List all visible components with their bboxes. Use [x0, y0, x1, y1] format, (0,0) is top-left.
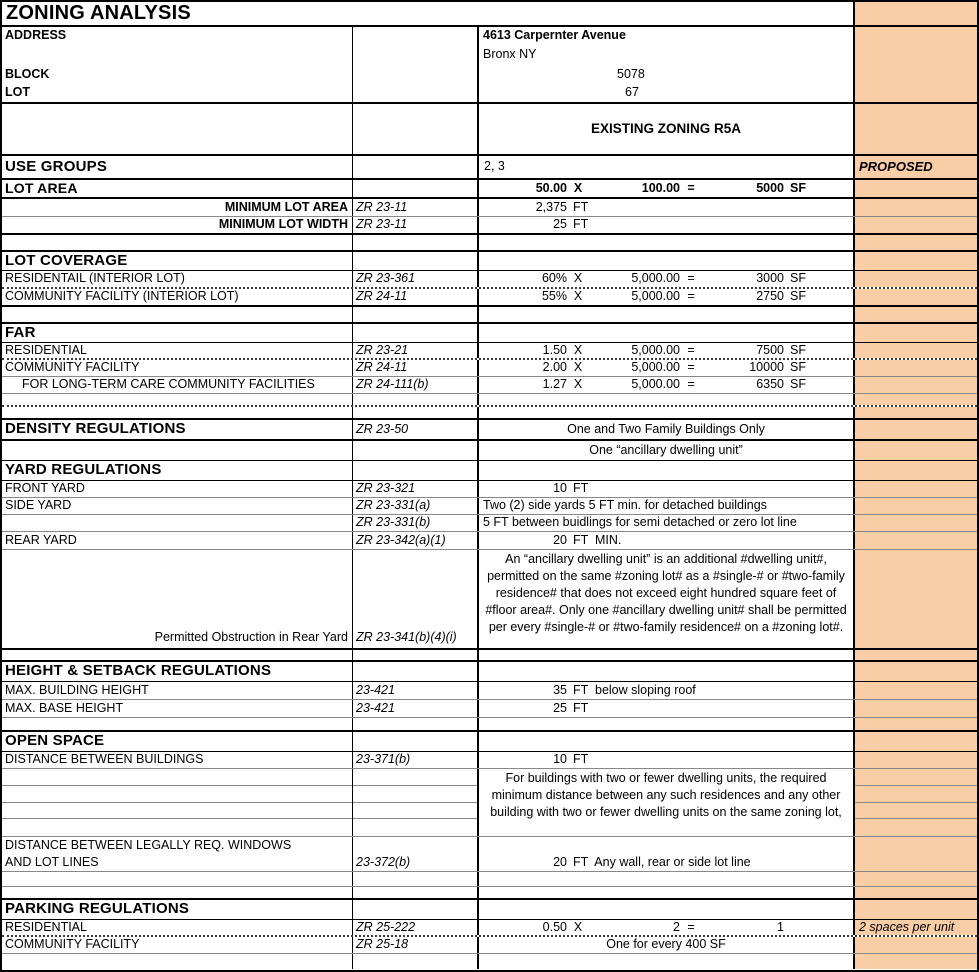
- block-label: BLOCK: [5, 66, 50, 81]
- minimum-lot-area-row: [2, 199, 977, 217]
- proposed-column-cell: [853, 104, 977, 154]
- zr-code: ZR 24-11: [352, 289, 477, 305]
- density-regulations-row: [2, 420, 977, 441]
- parking-community-text: One for every 400 SF: [477, 937, 853, 953]
- existing-zoning-value: EXISTING ZONING R5A: [477, 104, 853, 154]
- row-label: MAX. BASE HEIGHT: [5, 700, 124, 715]
- minimum-lot-width-label: MINIMUM LOT WIDTH: [218, 217, 348, 232]
- zr-code: ZR 23-50: [352, 420, 477, 439]
- zr-code: 23-421: [352, 700, 477, 717]
- yard-regulations-header-row: [2, 461, 977, 481]
- side-yard-text-b: 5 FT between buidlings for semi detached or zero lot line: [477, 515, 853, 531]
- spacer-row: [2, 650, 977, 662]
- zr-code: ZR 23-321: [352, 481, 477, 497]
- zr-code: ZR 23-361: [352, 271, 477, 287]
- spacer-row: [2, 394, 977, 407]
- density-ancillary-row: [2, 441, 977, 461]
- row-label: RESIDENTIAL: [5, 343, 87, 357]
- rear-obstruction-row: [2, 550, 977, 650]
- calculation: 2.00 X 5,000.00 = 10000 SF: [477, 360, 853, 376]
- proposed-column-cell: [853, 700, 977, 717]
- zr-code: ZR 23-342(a)(1): [352, 532, 477, 549]
- proposed-column-cell: [853, 441, 977, 460]
- open-space-header: OPEN SPACE: [5, 732, 105, 750]
- use-groups-value: 2, 3: [477, 156, 853, 178]
- zr-code: ZR 24-11: [352, 360, 477, 376]
- max-building-height-row: [2, 682, 977, 700]
- use-groups-label: USE GROUPS: [5, 157, 108, 175]
- proposed-column-cell: [853, 752, 977, 768]
- proposed-column-cell: [853, 550, 977, 648]
- row-label: DISTANCE BETWEEN BUILDINGS: [5, 752, 204, 767]
- row-label: RESIDENTAIL (INTERIOR LOT): [5, 271, 185, 286]
- proposed-column-cell: [853, 394, 977, 405]
- yard-header: YARD REGULATIONS: [5, 461, 162, 479]
- proposed-column-cell: [853, 289, 977, 305]
- lot-coverage-header: LOT COVERAGE: [5, 252, 128, 269]
- proposed-column-cell: [853, 271, 977, 287]
- page-title: ZONING ANALYSIS: [6, 2, 191, 24]
- open-space-note-row: [2, 769, 977, 837]
- rear-obstruction-note: An “ancillary dwelling unit” is an additional #dwelling unit#, permitted on the same #zoning lot# as a #single-# or #two-family residence# that does not exceed eight hundred square feet of #floor area#. Only one #ancillary dwelling unit# shall be permitted per every #single-# or #two-family residence# on a #zoning lot#.: [477, 550, 853, 648]
- blank-cell: [352, 27, 477, 102]
- far-header: FAR: [5, 324, 36, 341]
- row-label: MAX. BUILDING HEIGHT: [5, 682, 149, 697]
- parking-residential-proposed: 2 spaces per unit: [853, 920, 977, 935]
- lot-label: LOT: [5, 85, 30, 100]
- rear-obstruction-label: Permitted Obstruction in Rear Yard: [154, 630, 348, 645]
- proposed-column-cell: [853, 682, 977, 699]
- zr-code: 23-371(b): [352, 752, 477, 768]
- proposed-column-cell: [853, 377, 977, 393]
- proposed-column-cell: [853, 324, 977, 342]
- proposed-column-cell: [853, 217, 977, 233]
- address-value-line1: 4613 Carpernter Avenue: [483, 28, 626, 43]
- proposed-column-cell: [853, 872, 977, 886]
- lot-coverage-residential-row: [2, 271, 977, 289]
- lot-area-label: LOT AREA: [5, 180, 78, 196]
- spacer-row: [2, 235, 977, 252]
- proposed-column-cell: [853, 718, 977, 730]
- distance-between-buildings-row: [2, 752, 977, 769]
- far-header-row: [2, 324, 977, 343]
- title-row: [2, 2, 977, 27]
- proposed-column-cell: [853, 650, 977, 660]
- spacer-row: [2, 954, 977, 969]
- side-yard-row-b: [2, 515, 977, 532]
- minimum-lot-width-value: 25 FT: [477, 217, 853, 233]
- side-yard-text-a: Two (2) side yards 5 FT min. for detached buildings: [477, 498, 853, 514]
- spacer-row: [2, 887, 977, 900]
- proposed-column-cell: [853, 854, 977, 871]
- spacer-row: [2, 872, 977, 887]
- proposed-column-cell: [853, 481, 977, 497]
- proposed-column-cell: [853, 900, 977, 919]
- max-building-height-value: 35 FT below sloping roof: [477, 682, 853, 699]
- max-base-height-row: [2, 700, 977, 718]
- parking-community-row: [2, 937, 977, 954]
- row-label: RESIDENTIAL: [5, 920, 87, 934]
- calculation: 0.50 X 2 = 1: [477, 920, 853, 935]
- density-note2: One “ancillary dwelling unit”: [477, 441, 853, 460]
- density-note1: One and Two Family Buildings Only: [477, 420, 853, 439]
- distance-windows-value: 20 FT Any wall, rear or side lot line: [477, 854, 853, 871]
- proposed-column-cell: [853, 954, 977, 969]
- proposed-column-cell: [853, 180, 977, 197]
- zr-code: 23-421: [352, 682, 477, 699]
- open-space-note: For buildings with two or fewer dwelling units, the required minimum distance between any such residences and any other building with two or fewer dwelling units on the same zoning lot,: [477, 769, 853, 836]
- calculation: 60% X 5,000.00 = 3000 SF: [477, 271, 853, 287]
- row-label: FRONT YARD: [5, 481, 85, 496]
- zr-code: ZR 23-21: [352, 343, 477, 358]
- far-residential-row: [2, 343, 977, 360]
- parking-regulations-header-row: [2, 900, 977, 920]
- proposed-column-cell: [853, 532, 977, 549]
- minimum-lot-area-value: 2,375 FT: [477, 199, 853, 216]
- address-value-line2: Bronx NY: [483, 47, 537, 62]
- row-label-line2: AND LOT LINES: [5, 854, 99, 869]
- height-setback-header-row: [2, 662, 977, 682]
- proposed-column-cell: [853, 407, 977, 418]
- minimum-lot-width-row: [2, 217, 977, 235]
- proposed-column-cell: [853, 360, 977, 376]
- lot-coverage-header-row: [2, 252, 977, 271]
- parking-header: PARKING REGULATIONS: [5, 900, 190, 918]
- distance-windows-row-1: [2, 837, 977, 854]
- zr-code: ZR 23-331(b): [352, 515, 477, 531]
- proposed-header: PROPOSED: [853, 156, 977, 178]
- calculation: 1.27 X 5,000.00 = 6350 SF: [477, 377, 853, 393]
- block-value: 5078: [617, 66, 645, 81]
- proposed-column-cell: [853, 307, 977, 322]
- use-groups-row: [2, 156, 977, 180]
- height-setback-header: HEIGHT & SETBACK REGULATIONS: [5, 662, 272, 680]
- proposed-column-cell: [853, 252, 977, 270]
- proposed-column-cell: [853, 420, 977, 439]
- zr-code: 23-372(b): [352, 854, 477, 871]
- zr-code: ZR 25-222: [352, 920, 477, 935]
- proposed-column-cell: [853, 887, 977, 898]
- front-yard-row: [2, 481, 977, 498]
- spacer-row: [2, 307, 977, 324]
- rear-yard-row: [2, 532, 977, 550]
- side-yard-row-a: [2, 498, 977, 515]
- zr-code: ZR 25-18: [352, 937, 477, 953]
- zr-code: ZR 23-341(b)(4)(i): [352, 550, 477, 648]
- minimum-lot-area-label: MINIMUM LOT AREA: [224, 199, 348, 214]
- proposed-column-cell: [853, 662, 977, 681]
- proposed-column-cell: [853, 732, 977, 751]
- row-label: COMMUNITY FACILITY: [5, 360, 140, 375]
- max-base-height-value: 25 FT: [477, 700, 853, 717]
- proposed-column-cell: [853, 937, 977, 953]
- far-community-row: [2, 360, 977, 377]
- zr-code: ZR 23-331(a): [352, 498, 477, 514]
- row-label: COMMUNITY FACILITY (INTERIOR LOT): [5, 289, 239, 304]
- calculation: 1.50 X 5,000.00 = 7500 SF: [477, 343, 853, 358]
- proposed-column-cell: [853, 461, 977, 480]
- row-label-line1: DISTANCE BETWEEN LEGALLY REQ. WINDOWS: [5, 837, 292, 852]
- proposed-column-cell: [853, 498, 977, 514]
- lot-area-row: [2, 180, 977, 199]
- zr-code: ZR 23-11: [352, 199, 477, 216]
- lot-value: 67: [625, 85, 639, 100]
- open-space-header-row: [2, 732, 977, 752]
- existing-zoning-row: [2, 104, 977, 156]
- spacer-row: [2, 407, 977, 420]
- proposed-column-cell: [853, 837, 977, 854]
- lot-area-calculation: 50.00 X 100.00 = 5000 SF: [477, 180, 853, 197]
- address-label: ADDRESS: [5, 28, 67, 43]
- front-yard-value: 10 FT: [477, 481, 853, 497]
- distance-between-buildings-value: 10 FT: [477, 752, 853, 768]
- proposed-column-cell: [853, 235, 977, 250]
- calculation: 55% X 5,000.00 = 2750 SF: [477, 289, 853, 305]
- site-info-row: [2, 27, 977, 104]
- row-label: COMMUNITY FACILITY: [5, 937, 140, 952]
- proposed-column-cell: [853, 27, 977, 102]
- distance-windows-row-2: [2, 854, 977, 872]
- proposed-column-cell: [853, 2, 977, 25]
- row-label: FOR LONG-TERM CARE COMMUNITY FACILITIES: [22, 377, 315, 392]
- proposed-column-cell: [853, 343, 977, 358]
- proposed-column-cell: [853, 515, 977, 531]
- zr-code: ZR 24-111(b): [352, 377, 477, 393]
- row-label: REAR YARD: [5, 532, 77, 547]
- far-long-term-care-row: [2, 377, 977, 394]
- proposed-column-cell: [853, 199, 977, 216]
- parking-residential-row: [2, 920, 977, 937]
- density-header: DENSITY REGULATIONS: [5, 420, 186, 438]
- spacer-row: [2, 718, 977, 732]
- zr-code: ZR 23-11: [352, 217, 477, 233]
- lot-coverage-community-row: [2, 289, 977, 307]
- row-label: SIDE YARD: [5, 498, 72, 513]
- rear-yard-value: 20 FT MIN.: [477, 532, 853, 549]
